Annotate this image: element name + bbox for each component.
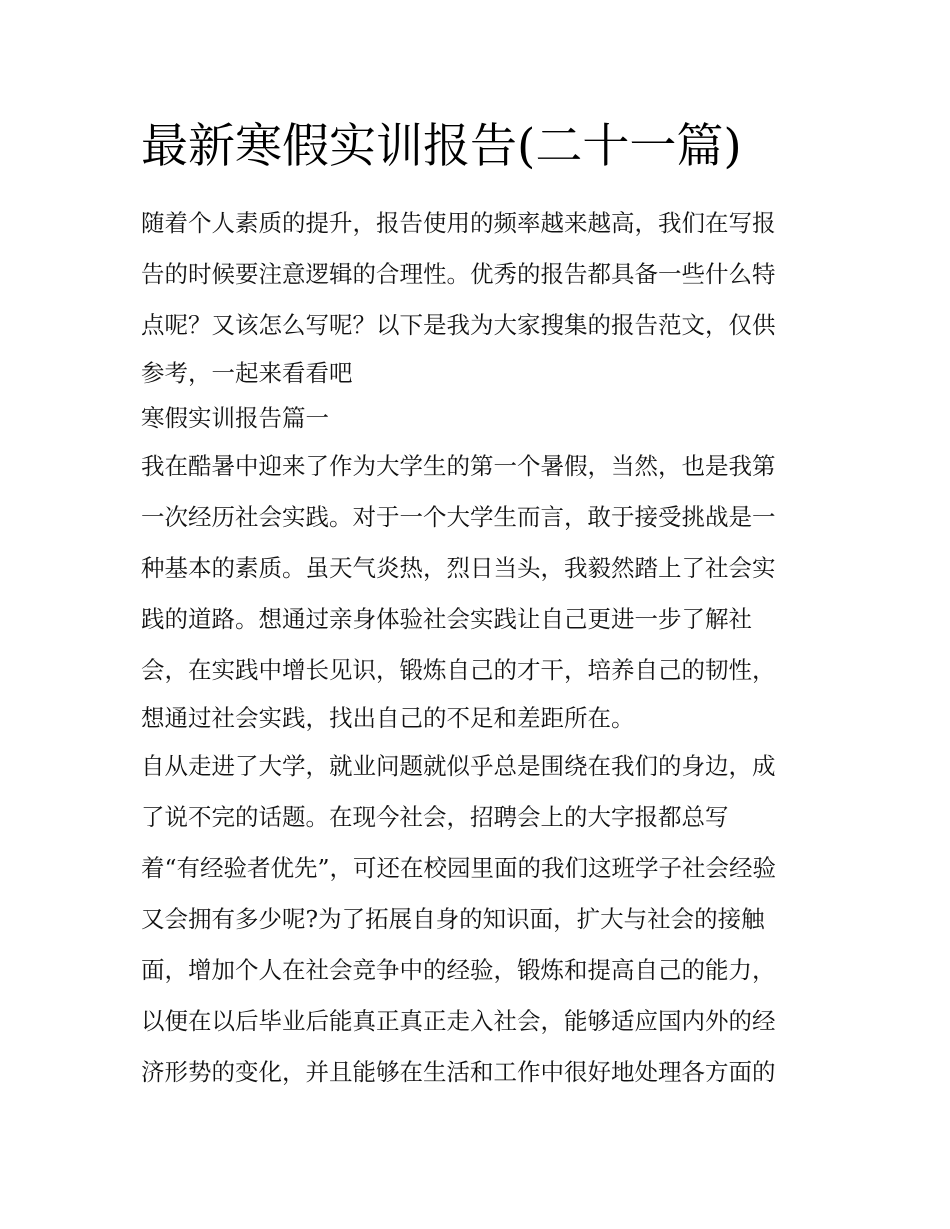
text-line: 践的道路。想通过亲身体验社会实践让自己更进一步了解社 (141, 605, 752, 633)
text-line: 自从走进了大学，就业问题就似乎总是围绕在我们的身边，成 (141, 752, 776, 780)
paragraph-2 (141, 741, 821, 1098)
intro-paragraph (141, 198, 821, 396)
text-line: 以便在以后毕业后能真正真正走入社会，能够适应国内外的经 (141, 1007, 776, 1035)
paragraph-1 (141, 441, 821, 741)
text-line: 面，增加个人在社会竞争中的经验，锻炼和提高自己的能力， (141, 956, 776, 984)
text-line: 济形势的变化，并且能够在生活和工作中很好地处理各方面的 (141, 1058, 776, 1086)
text-line: 着“有经验者优先”，可还在校园里面的我们这班学子社会经验 (141, 854, 777, 882)
document-title: 最新寒假实训报告(二十一篇) (141, 119, 742, 174)
section-heading (141, 396, 821, 441)
text-line: 种基本的素质。虽天气炎热，烈日当头，我毅然踏上了社会实 (141, 554, 776, 582)
text-line: 了说不完的话题。在现今社会，招聘会上的大字报都总写 (141, 803, 729, 831)
document-body (141, 198, 821, 1098)
text-line: 点呢？又该怎么写呢？以下是我为大家搜集的报告范文，仅供 (141, 311, 776, 339)
section-heading-text: 寒假实训报告篇一 (141, 404, 329, 432)
text-line: 参考，一起来看看吧 (141, 359, 353, 387)
text-line: 告的时候要注意逻辑的合理性。优秀的报告都具备一些什么特 (141, 260, 776, 288)
text-line: 想通过社会实践，找出自己的不足和差距所在。 (141, 704, 635, 732)
text-line: 又会拥有多少呢?为了拓展自身的知识面，扩大与社会的接触 (141, 905, 765, 933)
text-line: 会，在实践中增长见识，锻炼自己的才干，培养自己的韧性， (141, 656, 776, 684)
text-line: 随着个人素质的提升，报告使用的频率越来越高，我们在写报 (141, 209, 776, 237)
text-line: 一次经历社会实践。对于一个大学生而言，敢于接受挑战是一 (141, 503, 776, 531)
text-line: 我在酷暑中迎来了作为大学生的第一个暑假，当然，也是我第 (141, 452, 776, 480)
